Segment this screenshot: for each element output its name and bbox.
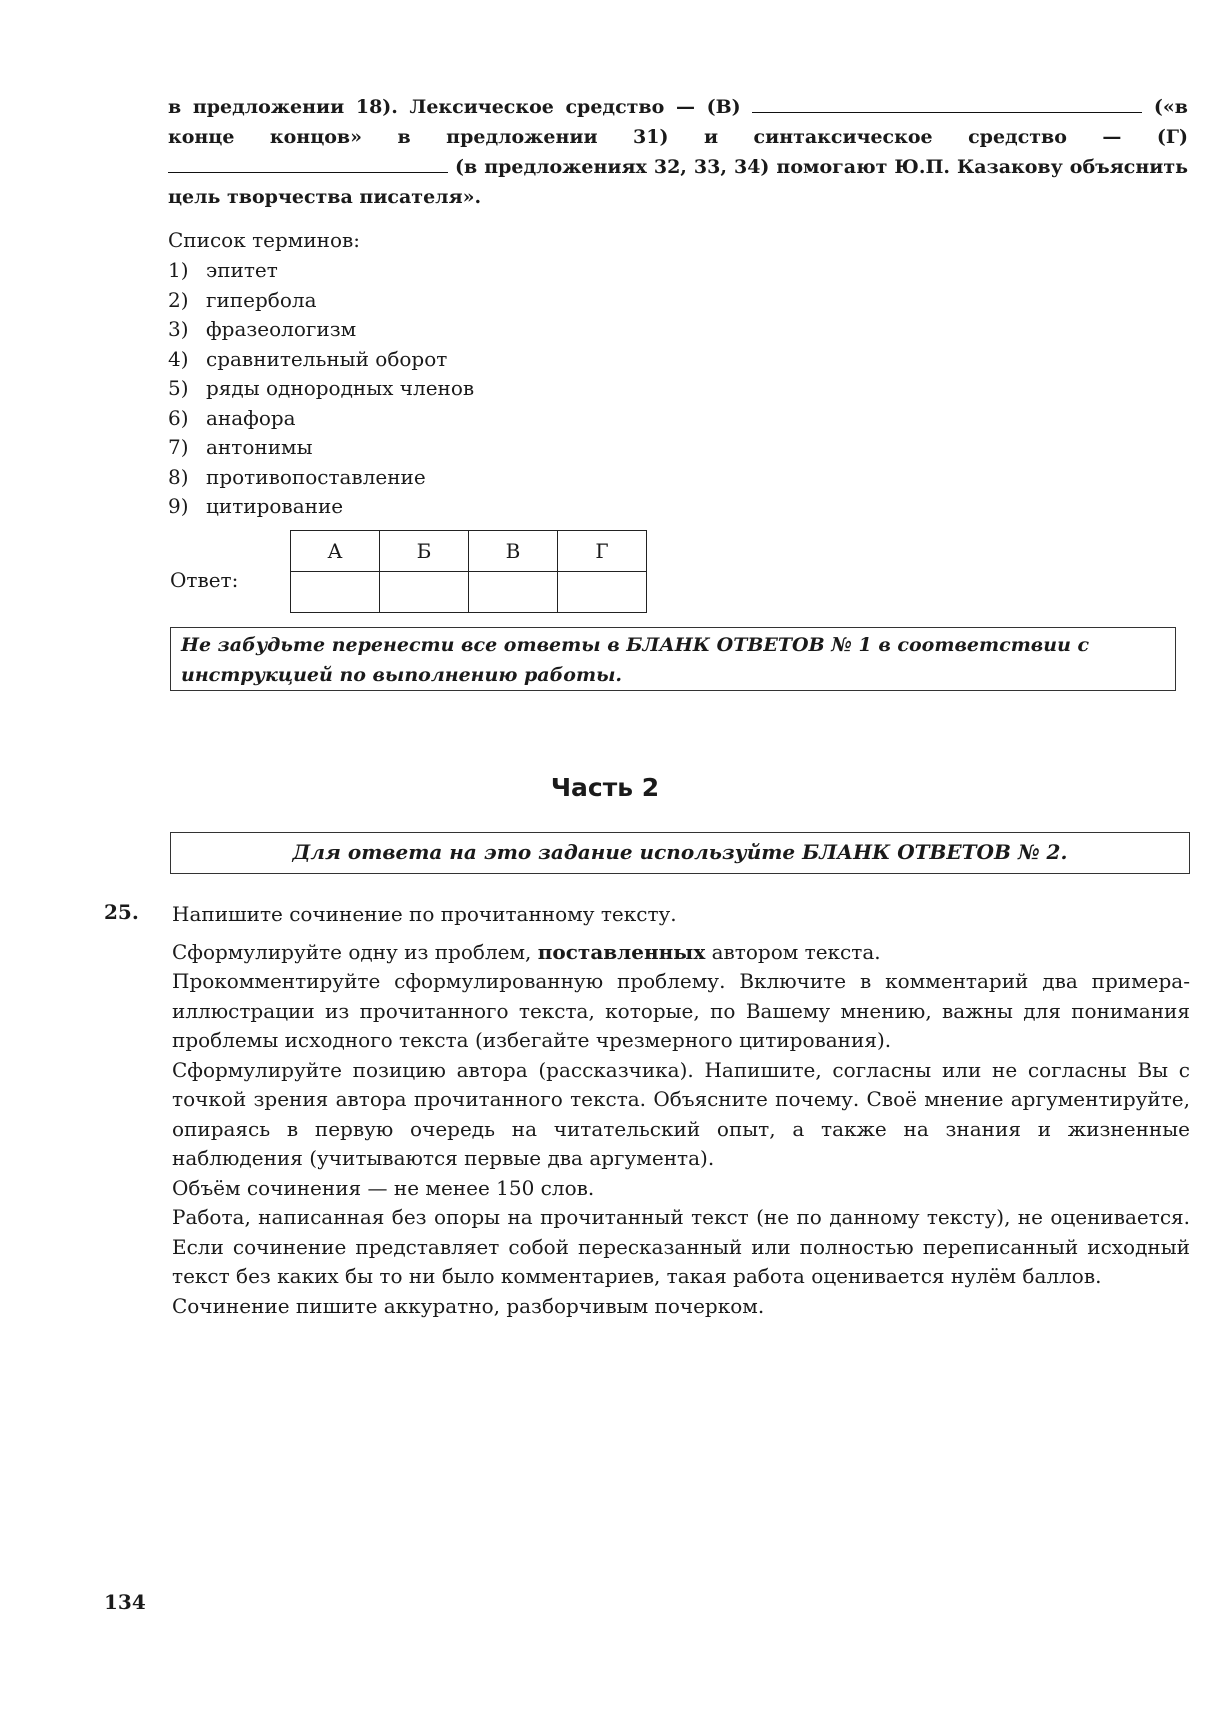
task-paragraph: Объём сочинения — не менее 150 слов. — [172, 1175, 595, 1200]
task-paragraph: Сочинение пишите аккуратно, разборчивым почерком. — [172, 1293, 765, 1318]
task-paragraph: Сформулируйте одну из проблем, поставленных автором текста. — [172, 939, 881, 964]
task-paragraph: Сформулируйте позицию автора (рассказчика). Напишите, согласны или не согласны Вы с точкой зрения автора прочитанного текста. Объясните почему. Своё мнение аргументируйте, опираясь в первую очередь на читательский опыт, а также на знания и жизненные наблюдения (учитываются первые два аргумента). — [172, 1057, 1190, 1170]
answer-header-b: Б — [380, 531, 469, 572]
task-paragraph: Напишите сочинение по прочитанному тексту. — [172, 902, 677, 926]
answer-label: Ответ: — [170, 568, 239, 592]
intro-part-3: (в предложениях 32, 33, 34) помогают Ю.П. Казакову объяснить цель творчества писателя». — [168, 156, 1188, 208]
answer-cell-v[interactable] — [469, 572, 558, 613]
intro-part-1: в предложении 18). Лексическое средство — (В) — [168, 96, 741, 118]
answer-header-v: В — [469, 531, 558, 572]
answer-cell-g[interactable] — [558, 572, 647, 613]
terms-title: Список терминов: — [168, 228, 361, 252]
term-item: 9) цитирование — [168, 494, 344, 518]
task-paragraph: Работа, написанная без опоры на прочитанный текст (не по данному тексту), не оценивается. Если сочинение представляет собой пересказанный или полностью переписанный исходный текст без каких бы то ни было комментариев, такая работа оценивается нулём баллов. — [172, 1205, 1190, 1288]
answer-form-note: Для ответа на это задание используйте БЛАНК ОТВЕТОВ № 2. — [170, 832, 1190, 874]
blank-g[interactable] — [168, 154, 448, 173]
terms-list — [168, 256, 474, 522]
answer-header-a: А — [291, 531, 380, 572]
answer-cell-a[interactable] — [291, 572, 380, 613]
answer-cell-b[interactable] — [380, 572, 469, 613]
term-item: 4) сравнительный оборот — [168, 346, 448, 371]
task-text — [172, 900, 1190, 1321]
answer-header-g: Г — [558, 531, 647, 572]
blank-v[interactable] — [752, 94, 1142, 113]
task-paragraph: Прокомментируйте сформулированную проблему. Включите в комментарий два примера-иллюстрации из прочитанного текста, которые, по Вашему мнению, важны для понимания проблемы исходного текста (избегайте чрезмерного цитирования). — [172, 969, 1190, 1052]
term-item: 8) противопоставление — [168, 464, 426, 489]
transfer-answers-note: Не забудьте перенести все ответы в БЛАНК ОТВЕТОВ № 1 в соответствии с инструкцией по выполнению работы. — [170, 627, 1176, 691]
term-item: 5) ряды однородных членов — [168, 376, 475, 400]
term-item: 1) эпитет — [168, 258, 278, 282]
term-item: 3) фразеологизм — [168, 317, 357, 341]
task-intro-text — [168, 92, 1188, 212]
term-item: 2) гипербола — [168, 287, 317, 312]
task-number: 25. — [104, 900, 139, 924]
part-title: Часть 2 — [550, 773, 660, 802]
answer-table — [290, 530, 647, 613]
intro-part-2: («в конце концов» в предложении 31) и синтаксическое средство — (Г) — [168, 96, 1188, 148]
term-item: 7) антонимы — [168, 435, 313, 459]
page-number: 134 — [104, 1590, 146, 1614]
term-item: 6) анафора — [168, 405, 296, 430]
